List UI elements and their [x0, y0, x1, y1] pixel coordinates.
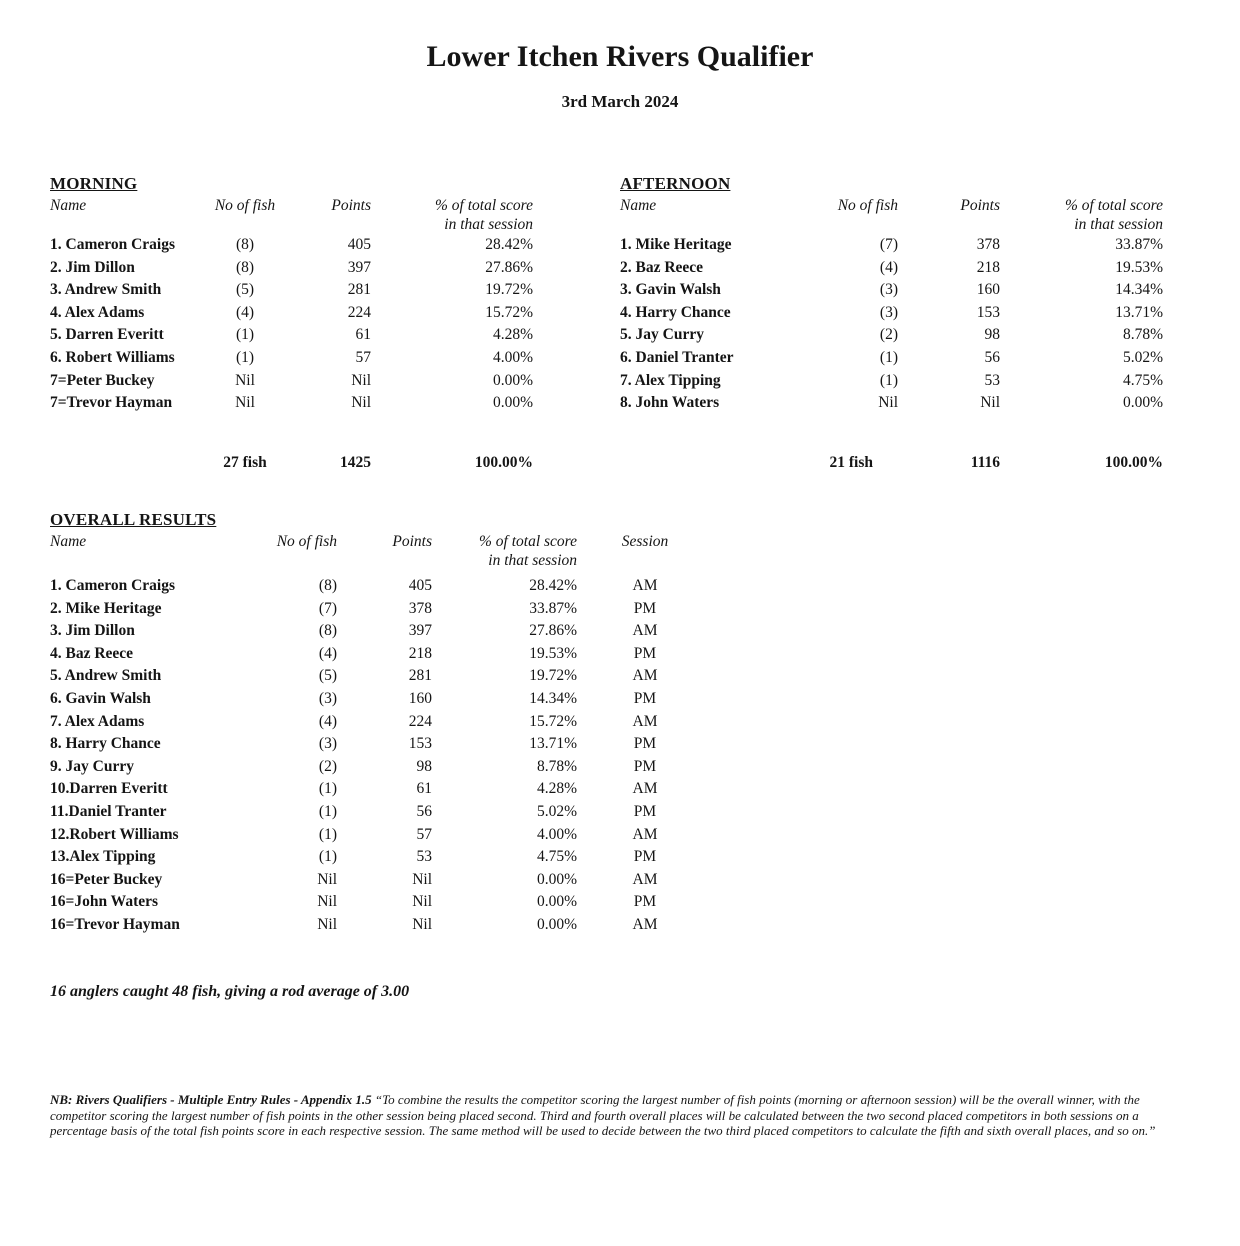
- table-row: [50, 302, 533, 325]
- points-value: 397: [408, 622, 432, 640]
- fish-count: (3): [879, 281, 898, 299]
- column-header-fish: No of fish: [214, 197, 276, 214]
- session-value: AM: [632, 870, 658, 888]
- percent-value: 4.75%: [536, 848, 577, 866]
- table-row: [620, 302, 1163, 325]
- afternoon-table: [620, 196, 1163, 474]
- percent-value: 14.34%: [1115, 281, 1163, 299]
- angler-name: 2. Baz Reece: [620, 258, 704, 276]
- points-value: 61: [355, 326, 371, 344]
- total-points: 1425: [340, 453, 371, 471]
- fish-count: (4): [318, 712, 337, 730]
- fish-count: (5): [318, 667, 337, 685]
- total-percent: 100.00%: [474, 453, 533, 471]
- table-row: [50, 620, 713, 643]
- table-row: [620, 324, 1163, 347]
- percent-value: 5.02%: [536, 802, 577, 820]
- morning-heading: MORNING: [50, 174, 138, 193]
- morning-section: [50, 172, 533, 474]
- table-row: [50, 914, 713, 937]
- points-value: 281: [347, 281, 371, 299]
- percent-value: 4.28%: [536, 780, 577, 798]
- points-value: 53: [416, 848, 432, 866]
- table-row: [50, 756, 713, 779]
- session-value: PM: [633, 802, 657, 820]
- points-value: 160: [976, 281, 1000, 299]
- session-value: AM: [632, 577, 658, 594]
- points-value: Nil: [351, 371, 371, 389]
- angler-name: 1. Cameron Craigs: [50, 236, 175, 253]
- percent-value: 13.71%: [1115, 303, 1163, 321]
- column-header-name: Name: [50, 197, 87, 214]
- rules-note-text: “To combine the results the competitor scoring the largest number of fish points (morning or afternoon session) will be the overall winner, with the competitor scoring the largest number of fish points in the other session being placed second. Third and fourth overall places will be calculated between the two second placed competitors in both sessions on a percentage basis of the total fish points score in each respective session. The same method will be used to decide between the two third placed competitors to calculate the fifth and sixth overall places, and so on.”: [50, 1092, 1156, 1139]
- fish-count: (1): [318, 825, 337, 843]
- session-value: PM: [633, 599, 657, 617]
- percent-value: 19.53%: [1115, 258, 1163, 276]
- fish-count: (1): [879, 371, 898, 389]
- session-value: PM: [633, 644, 657, 662]
- fish-count: (8): [318, 622, 337, 640]
- session-value: AM: [632, 915, 658, 933]
- percent-header-line2: in that session: [1074, 216, 1163, 233]
- table-row: [50, 234, 533, 257]
- angler-name: 7=Peter Buckey: [50, 371, 155, 389]
- points-value: 378: [976, 236, 1000, 253]
- session-value: PM: [633, 893, 657, 911]
- table-row: [50, 257, 533, 280]
- fish-count: (5): [235, 281, 255, 299]
- fish-count: (8): [235, 258, 255, 276]
- fish-count: (7): [318, 599, 337, 617]
- table-row: [50, 824, 713, 847]
- table-row: [620, 392, 1163, 415]
- points-value: 98: [416, 757, 432, 775]
- rules-note-label: NB: Rivers Qualifiers - Multiple Entry Rules - Appendix 1.5: [50, 1092, 372, 1107]
- event-date: 3rd March 2024: [561, 92, 679, 111]
- percent-value: 8.78%: [536, 757, 577, 775]
- table-row: [50, 324, 533, 347]
- percent-value: 14.34%: [529, 689, 577, 707]
- percent-value: 0.00%: [536, 893, 577, 911]
- fish-count: (1): [318, 780, 337, 798]
- column-header-percent: [432, 532, 577, 575]
- fish-count: (3): [318, 735, 337, 753]
- session-value: AM: [632, 825, 658, 843]
- fish-count: Nil: [317, 915, 337, 933]
- fish-count: (4): [318, 644, 337, 662]
- session-value: PM: [633, 735, 657, 753]
- angler-name: 4. Alex Adams: [50, 303, 145, 321]
- afternoon-heading: AFTERNOON: [620, 174, 731, 193]
- fish-count: (1): [879, 348, 898, 366]
- percent-value: 0.00%: [536, 915, 577, 933]
- fish-count: Nil: [235, 394, 255, 412]
- points-value: 61: [416, 780, 432, 798]
- table-row: [620, 370, 1163, 393]
- points-value: 153: [976, 303, 1000, 321]
- percent-value: 8.78%: [1122, 326, 1163, 344]
- points-value: 281: [408, 667, 432, 685]
- points-value: 160: [408, 689, 432, 707]
- percent-value: 27.86%: [529, 622, 577, 640]
- angler-name: 6. Daniel Tranter: [620, 348, 734, 366]
- points-value: 56: [984, 348, 1000, 366]
- fish-count: (2): [318, 757, 337, 775]
- angler-name: 2. Jim Dillon: [50, 258, 135, 276]
- table-row: [50, 801, 713, 824]
- morning-totals-row: [50, 415, 533, 475]
- column-header-fish: No of fish: [837, 197, 898, 214]
- points-value: 218: [408, 644, 432, 662]
- column-header-points: Points: [392, 533, 432, 550]
- percent-value: 0.00%: [492, 394, 533, 412]
- total-fish: 27 fish: [223, 453, 267, 471]
- angler-name: 9. Jay Curry: [50, 757, 134, 775]
- fish-count: (8): [235, 236, 255, 253]
- table-row: [620, 347, 1163, 370]
- session-value: PM: [633, 757, 657, 775]
- percent-value: 19.72%: [485, 281, 533, 299]
- fish-count: Nil: [317, 893, 337, 911]
- percent-value: 33.87%: [529, 599, 577, 617]
- angler-name: 4. Harry Chance: [620, 303, 731, 321]
- column-header-percent: [371, 196, 533, 234]
- morning-header-row: [50, 196, 533, 234]
- angler-name: 16=Trevor Hayman: [50, 915, 180, 933]
- percent-value: 4.75%: [1122, 371, 1163, 389]
- fish-count: (8): [318, 577, 337, 594]
- column-header-points: Points: [331, 197, 371, 214]
- fish-count: Nil: [878, 394, 898, 412]
- overall-header-row: [50, 532, 713, 575]
- table-row: [50, 846, 713, 869]
- table-row: [50, 392, 533, 415]
- table-row: [50, 279, 533, 302]
- percent-header-line1: % of total score: [478, 533, 577, 550]
- total-fish: 21 fish: [829, 453, 873, 471]
- table-row: [50, 665, 713, 688]
- table-row: [50, 891, 713, 914]
- fish-count: (2): [879, 326, 898, 344]
- table-row: [50, 347, 533, 370]
- column-header-percent: [1000, 196, 1163, 234]
- column-header-session: Session: [621, 533, 669, 550]
- points-value: 397: [347, 258, 371, 276]
- fish-count: (1): [235, 348, 255, 366]
- percent-header-line2: in that session: [488, 552, 577, 569]
- percent-value: 15.72%: [485, 303, 533, 321]
- totals-spacer: [50, 415, 200, 475]
- table-row: [620, 279, 1163, 302]
- angler-name: 8. John Waters: [620, 394, 720, 412]
- table-row: [50, 733, 713, 756]
- percent-value: 19.72%: [529, 667, 577, 685]
- points-value: 218: [976, 258, 1000, 276]
- table-row: [50, 778, 713, 801]
- points-value: Nil: [412, 915, 432, 933]
- fish-count: (3): [318, 689, 337, 707]
- angler-name: 1. Mike Heritage: [620, 236, 732, 253]
- total-percent: 100.00%: [1104, 453, 1163, 471]
- overall-section: [50, 508, 713, 937]
- points-value: Nil: [351, 394, 371, 412]
- angler-name: 1. Cameron Craigs: [50, 577, 175, 594]
- column-header-points: Points: [960, 197, 1000, 214]
- angler-name: 6. Robert Williams: [50, 348, 175, 366]
- percent-value: 13.71%: [529, 735, 577, 753]
- points-value: Nil: [412, 870, 432, 888]
- fish-count: (1): [235, 326, 255, 344]
- table-row: [50, 688, 713, 711]
- points-value: 405: [408, 577, 432, 594]
- percent-value: 28.42%: [485, 236, 533, 253]
- session-value: AM: [632, 622, 658, 640]
- table-row: [50, 598, 713, 621]
- angler-name: 5. Darren Everitt: [50, 326, 164, 344]
- table-row: [50, 575, 713, 598]
- angler-name: 7=Trevor Hayman: [50, 394, 173, 412]
- points-value: 224: [347, 303, 371, 321]
- angler-name: 16=Peter Buckey: [50, 870, 163, 888]
- table-row: [620, 234, 1163, 257]
- rules-note: [50, 1092, 1190, 1139]
- percent-value: 4.00%: [492, 348, 533, 366]
- column-header-name: Name: [50, 533, 87, 550]
- percent-value: 19.53%: [529, 644, 577, 662]
- column-header-name: Name: [620, 197, 657, 214]
- morning-table: [50, 196, 533, 474]
- angler-name: 10.Darren Everitt: [50, 780, 168, 798]
- points-value: 224: [408, 712, 432, 730]
- percent-value: 0.00%: [492, 371, 533, 389]
- percent-value: 33.87%: [1115, 236, 1163, 253]
- angler-name: 2. Mike Heritage: [50, 599, 162, 617]
- angler-name: 11.Daniel Tranter: [50, 802, 167, 820]
- overall-table: [50, 532, 713, 937]
- angler-name: 3. Gavin Walsh: [620, 281, 721, 299]
- fish-count: (4): [235, 303, 255, 321]
- table-row: [50, 869, 713, 892]
- fish-count: (4): [879, 258, 898, 276]
- percent-value: 0.00%: [536, 870, 577, 888]
- fish-count: (1): [318, 802, 337, 820]
- percent-value: 0.00%: [1122, 394, 1163, 412]
- fish-count: (1): [318, 848, 337, 866]
- totals-spacer: [620, 415, 825, 475]
- afternoon-header-row: [620, 196, 1163, 234]
- table-row: [50, 711, 713, 734]
- percent-value: 5.02%: [1122, 348, 1163, 366]
- percent-value: 4.00%: [536, 825, 577, 843]
- points-value: 53: [984, 371, 1000, 389]
- percent-value: 15.72%: [529, 712, 577, 730]
- table-row: [50, 643, 713, 666]
- angler-name: 3. Andrew Smith: [50, 281, 162, 299]
- afternoon-totals-row: [620, 415, 1163, 475]
- page-title: Lower Itchen Rivers Qualifier: [426, 40, 814, 73]
- angler-name: 16=John Waters: [50, 893, 159, 911]
- angler-name: 5. Jay Curry: [620, 326, 704, 344]
- column-header-fish: No of fish: [276, 533, 337, 550]
- percent-value: 4.28%: [492, 326, 533, 344]
- fish-count: Nil: [317, 870, 337, 888]
- overall-heading: OVERALL RESULTS: [50, 510, 217, 529]
- points-value: 405: [347, 236, 371, 253]
- angler-name: 12.Robert Williams: [50, 825, 179, 843]
- points-value: 378: [408, 599, 432, 617]
- total-points: 1116: [970, 453, 1000, 471]
- angler-name: 3. Jim Dillon: [50, 622, 135, 640]
- session-value: PM: [633, 848, 657, 866]
- percent-header-line1: % of total score: [1064, 197, 1163, 214]
- session-value: AM: [632, 667, 658, 685]
- points-value: 98: [984, 326, 1000, 344]
- angler-name: 7. Alex Tipping: [620, 371, 721, 389]
- angler-name: 5. Andrew Smith: [50, 667, 162, 685]
- angler-name: 13.Alex Tipping: [50, 848, 156, 866]
- angler-name: 6. Gavin Walsh: [50, 689, 151, 707]
- angler-name: 4. Baz Reece: [50, 644, 134, 662]
- afternoon-section: [620, 172, 1163, 474]
- session-value: PM: [633, 689, 657, 707]
- fish-count: (3): [879, 303, 898, 321]
- percent-header-line1: % of total score: [434, 197, 533, 214]
- percent-header-line2: in that session: [444, 216, 533, 233]
- angler-name: 8. Harry Chance: [50, 735, 161, 753]
- points-value: Nil: [980, 394, 1000, 412]
- session-value: AM: [632, 780, 658, 798]
- table-row: [620, 257, 1163, 280]
- session-value: AM: [632, 712, 658, 730]
- fish-count: Nil: [235, 371, 255, 389]
- percent-value: 27.86%: [485, 258, 533, 276]
- points-value: 57: [355, 348, 371, 366]
- points-value: 57: [416, 825, 432, 843]
- points-value: Nil: [412, 893, 432, 911]
- rod-average-summary: 16 anglers caught 48 fish, giving a rod average of 3.00: [50, 983, 410, 1000]
- table-row: [50, 370, 533, 393]
- percent-value: 28.42%: [529, 577, 577, 594]
- points-value: 56: [416, 802, 432, 820]
- fish-count: (7): [879, 236, 898, 253]
- points-value: 153: [408, 735, 432, 753]
- angler-name: 7. Alex Adams: [50, 712, 145, 730]
